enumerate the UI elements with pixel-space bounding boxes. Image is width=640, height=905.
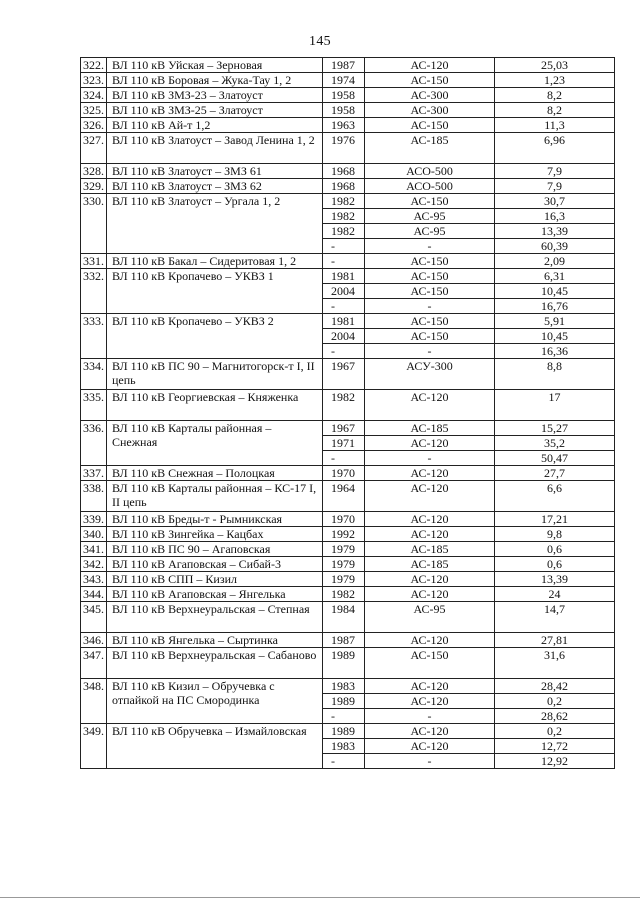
line-length: 9,8 — [495, 527, 615, 542]
wire-type: АС-95 — [365, 602, 495, 633]
commission-year: - — [323, 299, 365, 314]
commission-year: 1987 — [323, 58, 365, 73]
line-length: 27,7 — [495, 466, 615, 481]
row-number: 336. — [81, 421, 107, 466]
table-row — [81, 194, 615, 209]
row-number: 346. — [81, 633, 107, 648]
line-length: 6,6 — [495, 481, 615, 512]
wire-type: АСО-500 — [365, 164, 495, 179]
commission-year: 1992 — [323, 527, 365, 542]
wire-type: АС-120 — [365, 587, 495, 602]
line-name: ВЛ 110 кВ Снежная – Полоцкая — [107, 466, 323, 481]
commission-year: 1971 — [323, 436, 365, 451]
commission-year: 1982 — [323, 587, 365, 602]
commission-year: 1963 — [323, 118, 365, 133]
line-length: 12,92 — [495, 754, 615, 769]
commission-year: 1976 — [323, 133, 365, 164]
wire-type: - — [365, 239, 495, 254]
wire-type: АСУ-300 — [365, 359, 495, 390]
commission-year: 1970 — [323, 512, 365, 527]
line-length: 8,2 — [495, 103, 615, 118]
table-row — [81, 527, 615, 542]
table-row — [81, 512, 615, 527]
commission-year: 1982 — [323, 194, 365, 209]
wire-type: АС-120 — [365, 739, 495, 754]
line-length: 28,42 — [495, 679, 615, 694]
line-length: 0,2 — [495, 724, 615, 739]
row-number: 324. — [81, 88, 107, 103]
table-row — [81, 572, 615, 587]
commission-year: - — [323, 239, 365, 254]
row-number: 329. — [81, 179, 107, 194]
row-number: 333. — [81, 314, 107, 359]
line-name: ВЛ 110 кВ Агаповская – Сибай-3 — [107, 557, 323, 572]
wire-type: АС-150 — [365, 648, 495, 679]
line-length: 16,3 — [495, 209, 615, 224]
table-row — [81, 58, 615, 73]
line-name: ВЛ 110 кВ Уйская – Зерновая — [107, 58, 323, 73]
commission-year: 2004 — [323, 284, 365, 299]
line-name: ВЛ 110 кВ Златоуст – Завод Ленина 1, 2 — [107, 133, 323, 164]
line-length: 31,6 — [495, 648, 615, 679]
commission-year: - — [323, 451, 365, 466]
table-row — [81, 73, 615, 88]
commission-year: 1987 — [323, 633, 365, 648]
row-number: 338. — [81, 481, 107, 512]
table-row — [81, 254, 615, 269]
row-number: 327. — [81, 133, 107, 164]
commission-year: 1974 — [323, 73, 365, 88]
line-length: 13,39 — [495, 572, 615, 587]
table-row — [81, 269, 615, 284]
wire-type: АС-150 — [365, 284, 495, 299]
line-name: ВЛ 110 кВ Златоуст – ЗМЗ 61 — [107, 164, 323, 179]
line-length: 15,27 — [495, 421, 615, 436]
line-length: 30,7 — [495, 194, 615, 209]
wire-type: АС-185 — [365, 557, 495, 572]
wire-type: АС-120 — [365, 466, 495, 481]
wire-type: АС-150 — [365, 73, 495, 88]
line-length: 6,96 — [495, 133, 615, 164]
commission-year: - — [323, 709, 365, 724]
line-name: ВЛ 110 кВ Обручевка – Измайловская — [107, 724, 323, 769]
row-number: 325. — [81, 103, 107, 118]
commission-year: - — [323, 344, 365, 359]
commission-year: 1979 — [323, 572, 365, 587]
wire-type: АС-120 — [365, 390, 495, 421]
row-number: 323. — [81, 73, 107, 88]
table-row — [81, 314, 615, 329]
line-length: 7,9 — [495, 179, 615, 194]
commission-year: 1958 — [323, 103, 365, 118]
wire-type: АС-120 — [365, 694, 495, 709]
commission-year: 1981 — [323, 269, 365, 284]
wire-type: АС-150 — [365, 118, 495, 133]
row-number: 328. — [81, 164, 107, 179]
row-number: 344. — [81, 587, 107, 602]
commission-year: 1982 — [323, 209, 365, 224]
commission-year: 1968 — [323, 179, 365, 194]
wire-type: АС-120 — [365, 527, 495, 542]
line-length: 0,6 — [495, 542, 615, 557]
line-length: 1,23 — [495, 73, 615, 88]
wire-type: АС-185 — [365, 542, 495, 557]
row-number: 339. — [81, 512, 107, 527]
line-name: ВЛ 110 кВ Янгелька – Сыртинка — [107, 633, 323, 648]
page-number: 145 — [309, 34, 331, 49]
line-length: 25,03 — [495, 58, 615, 73]
line-length: 60,39 — [495, 239, 615, 254]
commission-year: 1983 — [323, 679, 365, 694]
line-name: ВЛ 110 кВ ПС 90 – Агаповская — [107, 542, 323, 557]
line-length: 28,62 — [495, 709, 615, 724]
wire-type: - — [365, 754, 495, 769]
line-length: 50,47 — [495, 451, 615, 466]
wire-type: АС-300 — [365, 88, 495, 103]
row-number: 332. — [81, 269, 107, 314]
commission-year: 2004 — [323, 329, 365, 344]
line-name: ВЛ 110 кВ Карталы районная – Снежная — [107, 421, 323, 466]
table-row — [81, 542, 615, 557]
wire-type: АС-95 — [365, 209, 495, 224]
wire-type: АС-150 — [365, 269, 495, 284]
wire-type: АС-120 — [365, 512, 495, 527]
commission-year: 1981 — [323, 314, 365, 329]
row-number: 342. — [81, 557, 107, 572]
row-number: 349. — [81, 724, 107, 769]
line-length: 13,39 — [495, 224, 615, 239]
commission-year: 1967 — [323, 421, 365, 436]
line-length: 27,81 — [495, 633, 615, 648]
commission-year: 1989 — [323, 694, 365, 709]
commission-year: 1967 — [323, 359, 365, 390]
wire-type: АС-95 — [365, 224, 495, 239]
line-name: ВЛ 110 кВ Верхнеуральская – Сабаново — [107, 648, 323, 679]
line-length: 17 — [495, 390, 615, 421]
wire-type: АСО-500 — [365, 179, 495, 194]
row-number: 341. — [81, 542, 107, 557]
table-row — [81, 587, 615, 602]
commission-year: 1958 — [323, 88, 365, 103]
line-name: ВЛ 110 кВ Кизил – Обручевка с отпайкой на ПС Смородинка — [107, 679, 323, 724]
wire-type: АС-185 — [365, 133, 495, 164]
wire-type: АС-150 — [365, 194, 495, 209]
line-length: 2,09 — [495, 254, 615, 269]
table-row — [81, 390, 615, 421]
commission-year: 1964 — [323, 481, 365, 512]
line-name: ВЛ 110 кВ Златоуст – Ургала 1, 2 — [107, 194, 323, 254]
wire-type: - — [365, 451, 495, 466]
line-name: ВЛ 110 кВ ПС 90 – Магнитогорск-т I, II цепь — [107, 359, 323, 390]
wire-type: - — [365, 299, 495, 314]
row-number: 343. — [81, 572, 107, 587]
table-row — [81, 421, 615, 436]
line-length: 16,76 — [495, 299, 615, 314]
line-name: ВЛ 110 кВ ЗМЗ-25 – Златоуст — [107, 103, 323, 118]
commission-year: 1979 — [323, 557, 365, 572]
row-number: 326. — [81, 118, 107, 133]
row-number: 322. — [81, 58, 107, 73]
table-row — [81, 88, 615, 103]
wire-type: - — [365, 344, 495, 359]
line-length: 8,8 — [495, 359, 615, 390]
line-length: 8,2 — [495, 88, 615, 103]
line-name: ВЛ 110 кВ Кропачево – УКВЗ 2 — [107, 314, 323, 359]
line-name: ВЛ 110 кВ СПП – Кизил — [107, 572, 323, 587]
line-name: ВЛ 110 кВ Бреды-т - Рымникская — [107, 512, 323, 527]
commission-year: 1979 — [323, 542, 365, 557]
row-number: 334. — [81, 359, 107, 390]
power-lines-table — [80, 57, 615, 769]
wire-type: АС-120 — [365, 572, 495, 587]
table-row — [81, 118, 615, 133]
line-name: ВЛ 110 кВ Карталы районная – КС-17 I, II цепь — [107, 481, 323, 512]
commission-year: 1983 — [323, 739, 365, 754]
line-name: ВЛ 110 кВ Боровая – Жука-Тау 1, 2 — [107, 73, 323, 88]
line-length: 17,21 — [495, 512, 615, 527]
table-row — [81, 557, 615, 572]
table-row — [81, 133, 615, 164]
line-length: 7,9 — [495, 164, 615, 179]
commission-year: 1970 — [323, 466, 365, 481]
line-name: ВЛ 110 кВ Зингейка – Кацбах — [107, 527, 323, 542]
wire-type: АС-150 — [365, 314, 495, 329]
table-row — [81, 679, 615, 694]
commission-year: 1984 — [323, 602, 365, 633]
wire-type: АС-120 — [365, 58, 495, 73]
commission-year: - — [323, 754, 365, 769]
line-length: 16,36 — [495, 344, 615, 359]
line-length: 10,45 — [495, 329, 615, 344]
table-row — [81, 466, 615, 481]
row-number: 340. — [81, 527, 107, 542]
line-name: ВЛ 110 кВ Ай-т 1,2 — [107, 118, 323, 133]
commission-year: 1968 — [323, 164, 365, 179]
line-length: 24 — [495, 587, 615, 602]
wire-type: АС-150 — [365, 254, 495, 269]
commission-year: - — [323, 254, 365, 269]
commission-year: 1982 — [323, 224, 365, 239]
line-length: 6,31 — [495, 269, 615, 284]
table-row — [81, 602, 615, 633]
wire-type: АС-120 — [365, 481, 495, 512]
row-number: 331. — [81, 254, 107, 269]
wire-type: АС-185 — [365, 421, 495, 436]
commission-year: 1982 — [323, 390, 365, 421]
wire-type: АС-300 — [365, 103, 495, 118]
table-row — [81, 164, 615, 179]
line-length: 0,2 — [495, 694, 615, 709]
row-number: 348. — [81, 679, 107, 724]
line-length: 10,45 — [495, 284, 615, 299]
line-name: ВЛ 110 кВ Бакал – Сидеритовая 1, 2 — [107, 254, 323, 269]
line-name: ВЛ 110 кВ ЗМЗ-23 – Златоуст — [107, 88, 323, 103]
line-name: ВЛ 110 кВ Георгиевская – Княженка — [107, 390, 323, 421]
wire-type: АС-120 — [365, 679, 495, 694]
table-row — [81, 179, 615, 194]
table-row — [81, 648, 615, 679]
line-length: 12,72 — [495, 739, 615, 754]
line-length: 35,2 — [495, 436, 615, 451]
line-name: ВЛ 110 кВ Златоуст – ЗМЗ 62 — [107, 179, 323, 194]
line-name: ВЛ 110 кВ Агаповская – Янгелька — [107, 587, 323, 602]
row-number: 337. — [81, 466, 107, 481]
line-length: 11,3 — [495, 118, 615, 133]
row-number: 330. — [81, 194, 107, 254]
line-name: ВЛ 110 кВ Кропачево – УКВЗ 1 — [107, 269, 323, 314]
wire-type: - — [365, 709, 495, 724]
table-row — [81, 724, 615, 739]
page-bottom-rule — [0, 897, 640, 898]
line-name: ВЛ 110 кВ Верхнеуральская – Степная — [107, 602, 323, 633]
row-number: 335. — [81, 390, 107, 421]
line-length: 14,7 — [495, 602, 615, 633]
table-row — [81, 633, 615, 648]
wire-type: АС-120 — [365, 633, 495, 648]
wire-type: АС-120 — [365, 436, 495, 451]
wire-type: АС-120 — [365, 724, 495, 739]
table-row — [81, 481, 615, 512]
commission-year: 1989 — [323, 724, 365, 739]
table-row — [81, 359, 615, 390]
row-number: 347. — [81, 648, 107, 679]
table-row — [81, 103, 615, 118]
line-length: 0,6 — [495, 557, 615, 572]
wire-type: АС-150 — [365, 329, 495, 344]
line-length: 5,91 — [495, 314, 615, 329]
row-number: 345. — [81, 602, 107, 633]
commission-year: 1989 — [323, 648, 365, 679]
